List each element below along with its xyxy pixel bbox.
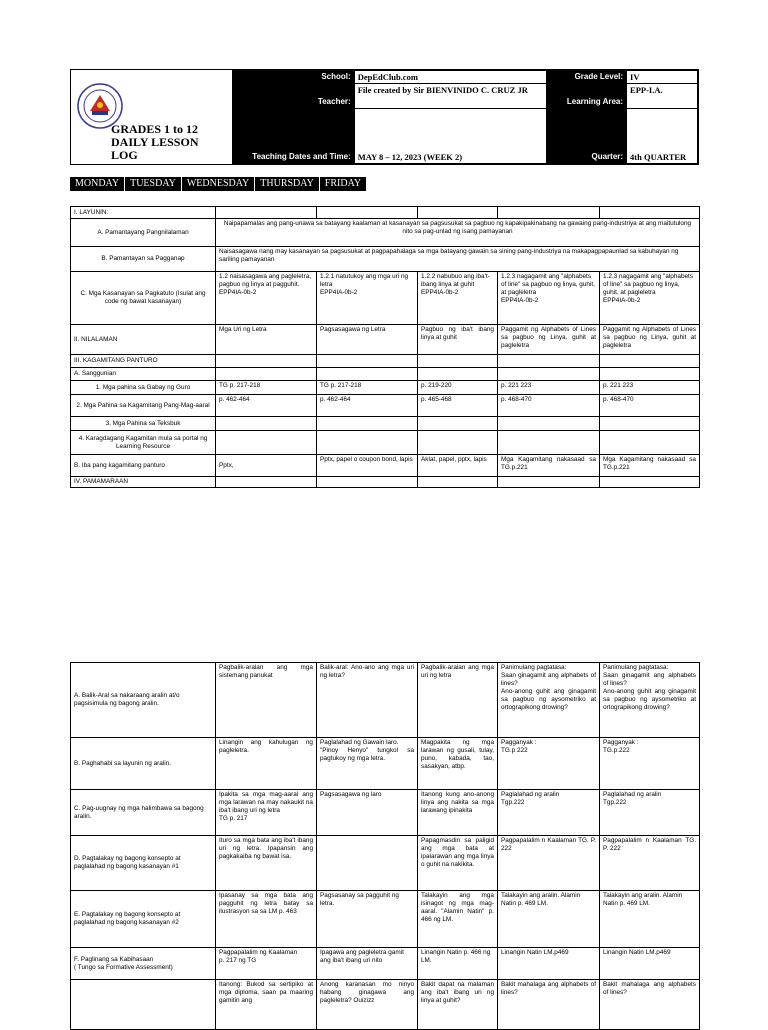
karagdagang-label: 4. Karagdagang Kagamitan mula sa portal ng Learning Resource	[71, 431, 216, 455]
procedure-cell: Pagsasagawa ng laro	[317, 790, 418, 836]
procedure-label	[71, 980, 216, 1030]
sanggunian-label: A. Sanggunian	[71, 368, 216, 381]
school-value: DepEdClub.com	[354, 71, 547, 84]
procedure-label: F. Paglinang sa Kabihasaan ( Tungo sa Formative Assessment)	[71, 948, 216, 980]
procedure-cell: Bakit dapat na malaman ang iba't ibang uri ng linya at guhit?	[418, 980, 498, 1030]
area-value: EPP-I.A.	[627, 84, 698, 109]
procedure-cell: Paglalahad ng aralin Tgp.222	[600, 790, 700, 836]
pamantayang-pangnilalaman-text: Naipapamalas ang pang-unawa sa batayang kaalaman at kasanayan sa pagsusukat sa pagbuo ng kapakipakinabang na gawaing pang-industriya at ang maitutulong nito sa pag-unlad ng isang pamayanan	[216, 219, 700, 247]
gabay-cell: TG p. 217-218	[317, 381, 418, 395]
procedure-label: A. Balik-Aral sa nakaraang aralin at/o pagsisimula ng bagong aralin.	[71, 663, 216, 738]
nilalaman-cell: Pagbuo ng iba't ibang linya at guhit	[418, 325, 498, 355]
day-thursday: THURSDAY	[255, 177, 320, 191]
procedure-cell	[317, 836, 418, 891]
nilalaman-cell: Pagsasagawa ng Letra	[317, 325, 418, 355]
procedure-cell: Linangin Natin LM.p469	[498, 948, 600, 980]
nilalaman-cell: Mga Uri ng Letra	[216, 325, 317, 355]
day-monday: MONDAY	[70, 177, 125, 191]
nilalaman-cell: Paggamit ng Alphabets of Lines sa pagbuo ng Linya, guhit at pagleletra	[498, 325, 600, 355]
procedure-cell: Ituro sa mga bata ang iba't ibang uri ng letra. Ipapansin ang pagkakaiba ng bawat isa.	[216, 836, 317, 891]
pamantayan-pagganap-label: B. Pamantayan sa Pagganap	[71, 247, 216, 272]
procedure-cell: Talakayin ang aralin. Alamin Natin p. 469 LM.	[498, 891, 600, 948]
pamantayang-pangnilalaman-label: A. Pamantayang Pangnilalaman	[71, 219, 216, 247]
layunin-label: I. LAYUNIN:	[71, 207, 216, 219]
procedure-cell: Talakayin ang aralin. Alamin Natin p. 469 LM.	[600, 891, 700, 948]
area-label: Learning Area:	[547, 84, 627, 109]
kagamitan-cell: p. 468-470	[498, 395, 600, 417]
procedure-cell: Pagganyak : TG.p 222	[498, 738, 600, 790]
header-grid	[232, 70, 698, 164]
kagamitan-cell: p. 462-464	[317, 395, 418, 417]
dates-value: MAY 8 – 12, 2023 (WEEK 2)	[354, 109, 547, 164]
nilalaman-label: II. NILALAMAN	[71, 325, 216, 355]
teksbuk-label: 3. Mga Pahina sa Teksbuk	[71, 417, 216, 431]
days-bar	[70, 177, 366, 191]
iba-cell: Pptx,	[216, 455, 317, 477]
procedure-cell: Itanong kung ano-anong linya ang nakita sa mga larawang ipinakita	[418, 790, 498, 836]
procedure-cell: Pagpapalalim ng Kaalaman p. 217 ng TG	[216, 948, 317, 980]
procedure-cell: Bakit mahalaga ang alphabets of lines?	[600, 980, 700, 1030]
gabay-cell: p. 219-220	[418, 381, 498, 395]
kagamitan-cell: p. 462-464	[216, 395, 317, 417]
kagamitan-label: 2. Mga Pahina sa Kagamitang Pang-Mag-aaral	[71, 395, 216, 417]
procedure-label: B. Paghahabi sa layunin ng aralin.	[71, 738, 216, 790]
form-title: GRADES 1 to 12 DAILY LESSON LOG	[111, 122, 199, 162]
header-box	[70, 69, 699, 165]
procedure-cell: Panimulang pagtatasa: Saan ginagamit ang alphabets of lines? Ano-anong guhit ang ginagamit sa pagbuo ng aysometriko at ortograpikong drowing?	[600, 663, 700, 738]
procedure-label: E. Pagtalakay ng bagong konsepto at paglalahad ng bagong kasanayan #2	[71, 891, 216, 948]
procedure-cell: Magpakita ng mga larawan ng gusali, tulay, puno, kabada, tao, sasakyan, atbp.	[418, 738, 498, 790]
procedure-cell: Pagbalik-aralan ang mga uri ng letra	[418, 663, 498, 738]
procedure-cell: Ipakita sa mga mag-aaral ang mga larawan na may nakaukit na iba't ibang uri ng letra TG p. 217	[216, 790, 317, 836]
teacher-value: File created by Sir BIENVINIDO C. CRUZ JR	[354, 84, 547, 109]
quarter-label: Quarter:	[547, 109, 627, 164]
nilalaman-cell: Paggamit ng Alphabets of Lines sa pagbuo ng Linya, guhit at pagleletra	[600, 325, 700, 355]
procedure-cell: Anong karanasan mo ninyo habang ginagawa ang pagleletra? Ouizizz	[317, 980, 418, 1030]
procedure-cell: Pagbalik-aralan ang mga sistemang panukat	[216, 663, 317, 738]
kagamitan-cell: p. 468-470	[600, 395, 700, 417]
kasanayan-cell: 1.2.2 nabubuo ang iba't-ibang linya at guhit EPP4IA-0b-2	[418, 272, 498, 325]
day-tuesday: TUESDAY	[125, 177, 182, 191]
procedure-label: D. Pagtalakay ng bagong konsepto at paglalahad ng bagong kasanayan #1	[71, 836, 216, 891]
gabay-cell: TG p. 217-218	[216, 381, 317, 395]
procedure-cell: Paglalahad ng Gawain laro. "Pinoy Henyo" tungkol sa pagtukoy ng mga letra.	[317, 738, 418, 790]
iba-label: B. Iba pang kagamitang panturo	[71, 455, 216, 477]
procedure-cell: Pagpapalalim n Kaalaman TG. P. 222	[600, 836, 700, 891]
quarter-value: 4th QUARTER	[627, 109, 698, 164]
procedure-cell: Itanong: Bukod sa sertipiko at mga diploma, saan pa maaring gamitin ang	[216, 980, 317, 1030]
day-friday: FRIDAY	[324, 178, 362, 189]
procedure-cell: Linangin ang kahulugan ng pagleletra.	[216, 738, 317, 790]
procedure-cell: Paglalahad ng aralin Tgp.222	[498, 790, 600, 836]
procedure-cell: Pagsasanay sa pagguhit ng letra.	[317, 891, 418, 948]
iba-cell: Aklat, papel, pptx, lapis	[418, 455, 498, 477]
procedure-cell: Ipagawa ang pagleletra gamit ang iba't ibang uri nito	[317, 948, 418, 980]
pamantayan-pagganap-text: Naisasagawa nang may kasanayan sa pagsusukat at pagpapahalaga sa mga batayang gawain sa sining pang-industriya na makapagpapaunlad sa kabuhayan ng sariling pamayanan	[216, 247, 700, 272]
pamamaraan-label: IV. PAMAMARAAN	[71, 477, 216, 488]
teacher-label: Teacher:	[233, 84, 355, 109]
iba-cell: Mga Kagamitang nakasaad sa TG.p.221	[498, 455, 600, 477]
procedure-cell: Pagganyak : TG.p.222	[600, 738, 700, 790]
gabay-cell: p. 221 223	[498, 381, 600, 395]
kagamitan-cell: p. 465-468	[418, 395, 498, 417]
kasanayan-label: C. Mga Kasanayan sa Pagkatuto (Isulat ang code ng bawat kasanayan)	[71, 272, 216, 325]
dates-label: Teaching Dates and Time:	[233, 109, 355, 164]
procedure-cell: Balik-aral: Ano-ano ang mga uri ng letra?	[317, 663, 418, 738]
procedure-cell: Linangin Natin p. 466 ng LM.	[418, 948, 498, 980]
header-left	[71, 70, 232, 164]
gabay-cell: p. 221 223	[600, 381, 700, 395]
kasanayan-cell: 1.2.3 nagagamit ang "alphabets of line" sa pagbuo ng linya, guhit, at pagleletra EPP4IA-0b-2	[498, 272, 600, 325]
procedure-cell: Linangin Natin LM.p469	[600, 948, 700, 980]
kasanayan-cell: 1.2 naisasagawa ang pagleletra, pagbuo ng linya at pagguhit. EPP4IA-0b-2	[216, 272, 317, 325]
procedure-cell: Panimulang pagtatasa: Saan ginagamit ang alphabets of lines? Ano-anong guhit ang ginagamit sa pagbuo ng aysometriko at ortograpikong drowing?	[498, 663, 600, 738]
procedure-label: C. Pag-uugnay ng mga halimbawa sa bagong aralin.	[71, 790, 216, 836]
grade-label: Grade Level:	[547, 71, 627, 84]
grade-value: IV	[627, 71, 698, 84]
lesson-table-top	[70, 206, 700, 488]
iba-cell: Mga Kagamitang nakasaad sa TG.p.221	[600, 455, 700, 477]
procedure-cell: Ipasanay sa mga bata ang pagguhit ng letra batay sa ilustrasyon sa sa LM p. 463	[216, 891, 317, 948]
kagamitang-label: III. KAGAMITANG PANTURO	[71, 355, 216, 368]
iba-cell: Pptx, papel o coupon bond, lapis	[317, 455, 418, 477]
procedure-cell: Papagmasdin sa paligid ang mga bata at ipalarawan ang mga linya o guhit na nakikita.	[418, 836, 498, 891]
lesson-table-procedure	[70, 662, 700, 1030]
procedure-cell: Talakayin ang mga isinagot ng mga mag-aaral. "Alamin Natin" p. 466 ng LM.	[418, 891, 498, 948]
procedure-cell: Pagpapalalim n Kaalaman TG. P. 222	[498, 836, 600, 891]
kasanayan-cell: 1.2.3 nagagamit ang "alphabets of line" sa pagbuo ng linya, guhit, at pagleletra EPP4IA-0b-2	[600, 272, 700, 325]
kasanayan-cell: 1.2.1 natutukoy ang mga uri ng letra EPP4IA-0b-2	[317, 272, 418, 325]
procedure-cell: Bakit mahalaga ang alphabets of lines?	[498, 980, 600, 1030]
gabay-label: 1. Mga pahina sa Gabay ng Guro	[71, 381, 216, 395]
school-label: School:	[233, 71, 355, 84]
day-wednesday: WEDNESDAY	[182, 177, 255, 191]
